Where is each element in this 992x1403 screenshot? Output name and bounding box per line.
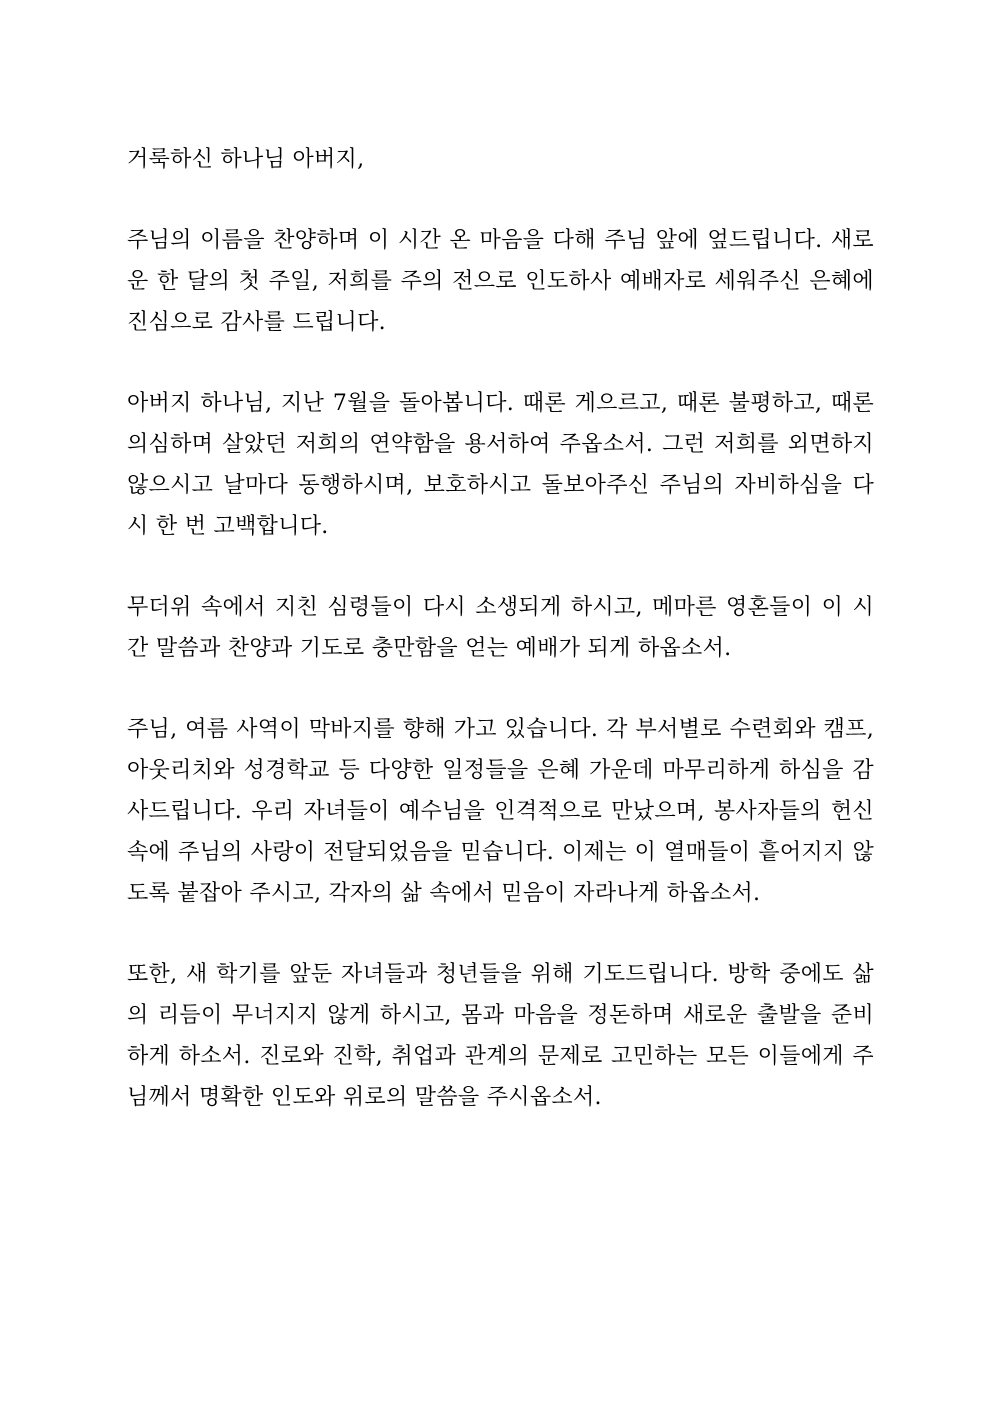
- paragraph-salutation: 거룩하신 하나님 아버지,: [127, 147, 365, 172]
- paragraph-july-reflection: 아버지 하나님, 지난 7월을 돌아봅니다. 때론 게으르고, 때론 불평하고, 때론 의심하며 살았던 저희의 연약함을 용서하여 주옵소서. 그런 저희를 외면하지 않으시고 날마다 동행하시며, 보호하시고 돌보아주신 주님의 자비하심을 다시 한 번 고백합니다.: [127, 391, 874, 539]
- paragraph-opening-praise: 주님의 이름을 찬양하며 이 시간 온 마음을 다해 주님 앞에 엎드립니다. 새로운 한 달의 첫 주일, 저희를 주의 전으로 인도하사 예배자로 세워주신 은혜에 진심으로 감사를 드립니다.: [127, 228, 874, 335]
- document-body: [127, 139, 874, 1118]
- paragraph-new-semester: 또한, 새 학기를 앞둔 자녀들과 청년들을 위해 기도드립니다. 방학 중에도 삶의 리듬이 무너지지 않게 하시고, 몸과 마음을 정돈하며 새로운 출발을 준비하게 하소서. 진로와 진학, 취업과 관계의 문제로 고민하는 모든 이들에게 주님께서 명확한 인도와 위로의 말씀을 주시옵소서.: [127, 962, 874, 1110]
- paragraph-summer-ministry: 주님, 여름 사역이 막바지를 향해 가고 있습니다. 각 부서별로 수련회와 캠프, 아웃리치와 성경학교 등 다양한 일정들을 은혜 가운데 마무리하게 하심을 감사드립니다. 우리 자녀들이 예수님을 인격적으로 만났으며, 봉사자들의 헌신 속에 주님의 사랑이 전달되었음을 믿습니다. 이제는 이 열매들이 흩어지지 않도록 붙잡아 주시고, 각자의 삶 속에서 믿음이 자라나게 하옵소서.: [127, 717, 874, 906]
- paragraph-worship-renewal: 무더위 속에서 지친 심령들이 다시 소생되게 하시고, 메마른 영혼들이 이 시간 말씀과 찬양과 기도로 충만함을 얻는 예배가 되게 하옵소서.: [127, 595, 874, 661]
